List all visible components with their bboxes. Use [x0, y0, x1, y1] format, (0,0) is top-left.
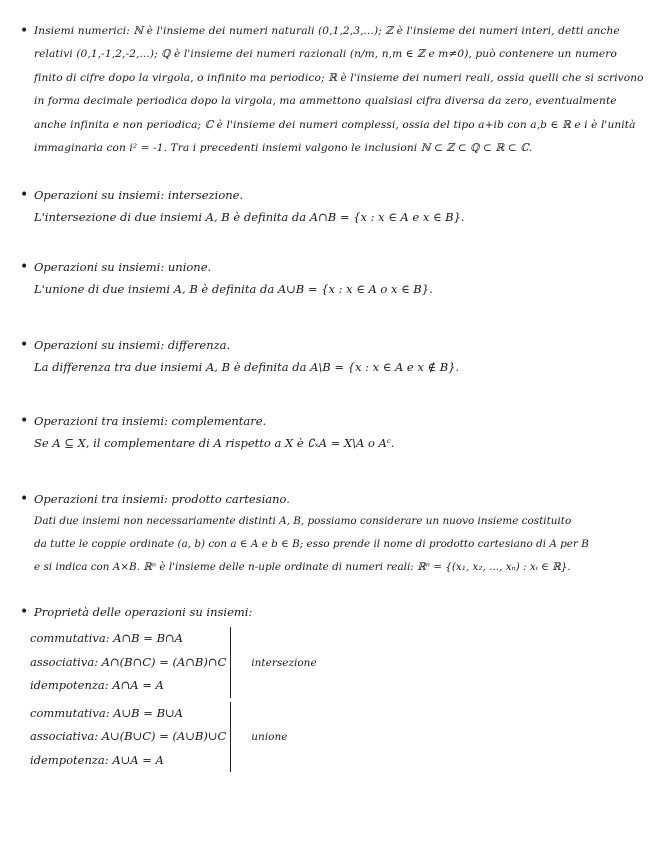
bullet: •	[20, 413, 29, 430]
intersection-heading: Operazioni su insiemi: intersezione.	[34, 188, 244, 203]
union-heading: Operazioni su insiemi: unione.	[34, 260, 212, 275]
complement-heading: Operazioni tra insiemi: complementare.	[34, 414, 267, 429]
property-item: idempotenza: A∩A = A	[30, 678, 164, 693]
section-complement	[20, 410, 646, 454]
union-properties-group	[30, 702, 317, 773]
complement-definition: Se A ⊆ X, il complementare di A rispetto a X è ∁ₓA = X\A o Aᶜ.	[34, 436, 395, 451]
group-bracket	[230, 702, 241, 773]
property-item: commutativa: A∩B = B∩A	[30, 631, 183, 646]
cartesian-product-line: da tutte le coppie ordinate (a, b) con a ∈ A e b ∈ B; esso prende il nome di prodotto cartesiano di A per B	[34, 538, 589, 551]
cartesian-product-line: Dati due insiemi non necessariamente distinti A, B, possiamo considerare un nuovo insieme costituito	[34, 515, 572, 528]
intersection-group-label: intersezione	[251, 656, 317, 669]
property-item: associativa: A∪(B∪C) = (A∪B)∪C	[30, 729, 227, 744]
bullet: •	[20, 187, 29, 204]
section-difference	[20, 334, 646, 378]
property-item: associativa: A∩(B∩C) = (A∩B)∩C	[30, 654, 227, 669]
intersection-definition: L'intersezione di due insiemi A, B è definita da A∩B = {x : x ∈ A e x ∈ B}.	[34, 210, 465, 225]
difference-heading: Operazioni su insiemi: differenza.	[34, 338, 231, 353]
property-item: commutativa: A∪B = B∪A	[30, 705, 183, 720]
section-union	[20, 256, 646, 300]
cartesian-product-heading: Operazioni tra insiemi: prodotto cartesiano.	[34, 492, 290, 507]
section-intersection	[20, 184, 646, 228]
bullet: •	[20, 259, 29, 276]
properties-list	[30, 627, 646, 772]
section-properties	[20, 601, 646, 772]
section-number-sets	[20, 20, 646, 160]
bullet: •	[20, 337, 29, 354]
bullet: •	[20, 23, 29, 39]
property-item: idempotenza: A∪A = A	[30, 752, 164, 767]
difference-definition: La differenza tra due insiemi A, B è definita da A\B = {x : x ∈ A e x ∉ B}.	[34, 360, 460, 375]
union-group-label: unione	[251, 731, 288, 744]
intersection-properties-group	[30, 627, 317, 698]
bullet: •	[20, 604, 29, 621]
properties-heading: Proprietà delle operazioni su insiemi:	[34, 605, 253, 620]
section-cartesian-product	[20, 488, 646, 579]
number-sets-paragraph: Insiemi numerici: ℕ è l'insieme dei numeri naturali (0,1,2,3,...); ℤ è l'insieme dei numeri interi, detti anche relativi (0,1,-1,2,-2,...); ℚ è l'insieme dei numeri razionali (n/m, n,m ∈ ℤ e m≠0), può contenere un numero finito di cifre dopo la virgola, o infinito ma periodico; ℝ è l'insieme dei numeri reali, ossia quelli che si scrivono in forma decimale periodica dopo la virgola, ma ammettono qualsiasi cifra diversa da zero, eventualmente anche infinita e non periodica; ℂ è l'insieme dei numeri complessi, ossia del tipo a+ib con a,b ∈ ℝ e i è l'unità immaginaria con i² = -1. Tra i precedenti insiemi valgono le inclusioni ℕ ⊂ ℤ ⊂ ℚ ⊂ ℝ ⊂ ℂ.	[34, 25, 644, 155]
bullet: •	[20, 491, 29, 508]
group-bracket	[230, 627, 241, 698]
cartesian-product-line: e si indica con A×B. ℝⁿ è l'insieme delle n-uple ordinate di numeri reali: ℝⁿ = {(x₁, x₂, ..., xₙ) : xᵢ ∈ ℝ}.	[34, 561, 571, 574]
union-definition: L'unione di due insiemi A, B è definita da A∪B = {x : x ∈ A o x ∈ B}.	[34, 282, 433, 297]
